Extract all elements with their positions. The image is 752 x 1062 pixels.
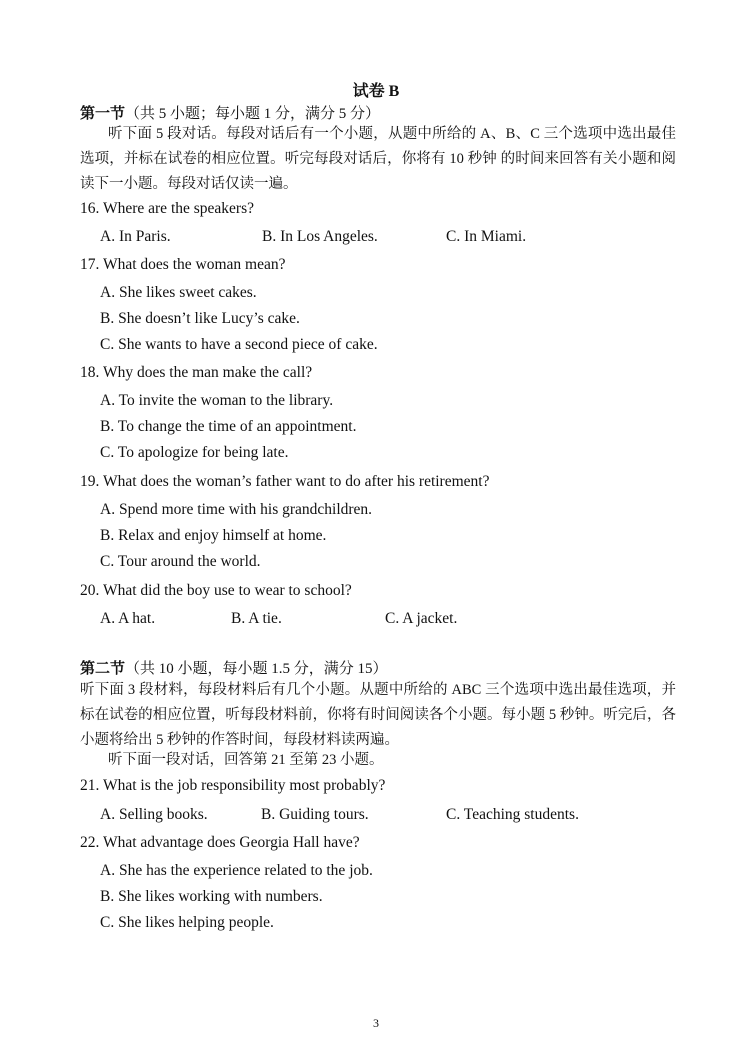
question-18-stem: 18. Why does the man make the call? [80, 364, 313, 381]
question-17-stem: 17. What does the woman mean? [80, 256, 286, 273]
question-20-stem: 20. What did the boy use to wear to school? [80, 582, 352, 599]
option: A. She has the experience related to the job. [100, 862, 373, 879]
section2-instructions: 听下面 3 段材料，每段材料后有几个小题。从题中所给的 ABC 三个选项中选出最佳选项，并标在试卷的相应位置，听每段材料前，你将有时间阅读各个小题。每小题 5 秒钟。听完后，各小题将给出 5 秒钟的作答时间，每段材料读两遍。 [80, 682, 676, 748]
question-22-stem: 22. What advantage does Georgia Hall have? [80, 834, 360, 851]
option: C. She likes helping people. [100, 914, 274, 931]
section2-meta: （共 10 小题，每小题 1.5 分，满分 15） [125, 661, 388, 677]
option: C. A jacket. [385, 610, 458, 627]
option: B. Relax and enjoy himself at home. [100, 527, 327, 544]
option: A. She likes sweet cakes. [100, 284, 257, 301]
option: A. Spend more time with his grandchildren. [100, 501, 373, 518]
option: B. In Los Angeles. [262, 228, 378, 245]
option: B. Guiding tours. [261, 806, 369, 823]
option: C. Teaching students. [446, 806, 579, 823]
question-21-stem: 21. What is the job responsibility most probably? [80, 777, 386, 794]
option: A. Selling books. [100, 806, 208, 823]
question-19-stem: 19. What does the woman’s father want to do after his retirement? [80, 473, 490, 490]
option: B. A tie. [231, 610, 282, 627]
option: B. She likes working with numbers. [100, 888, 323, 905]
section1-meta: （共 5 小题；每小题 1 分，满分 5 分） [125, 106, 381, 122]
section1-heading: 第一节 [80, 106, 126, 122]
option: A. To invite the woman to the library. [100, 392, 334, 409]
option: B. To change the time of an appointment. [100, 418, 357, 435]
page-number: 3 [373, 1016, 379, 1030]
option: A. In Paris. [100, 228, 171, 245]
section1-instructions: 听下面 5 段对话。每段对话后有一个小题，从题中所给的 A、B、C 三个选项中选出最佳选项，并标在试卷的相应位置。听完每段对话后，你将有 10 秒钟 的时间来回答有关小题和阅读下一小题。每段对话仅读一遍。 [80, 126, 676, 192]
option: C. In Miami. [446, 228, 527, 245]
section2-header [80, 657, 388, 678]
paper-title: 试卷 B [352, 83, 400, 100]
section2-heading: 第二节 [80, 661, 126, 677]
option: B. She doesn’t like Lucy’s cake. [100, 310, 300, 327]
option: C. Tour around the world. [100, 553, 261, 570]
option: C. To apologize for being late. [100, 444, 289, 461]
section1-header [80, 102, 380, 123]
option: A. A hat. [100, 610, 156, 627]
section2-lead: 听下面一段对话，回答第 21 至第 23 小题。 [108, 752, 384, 768]
question-16-stem: 16. Where are the speakers? [80, 200, 254, 217]
option: C. She wants to have a second piece of cake. [100, 336, 378, 353]
